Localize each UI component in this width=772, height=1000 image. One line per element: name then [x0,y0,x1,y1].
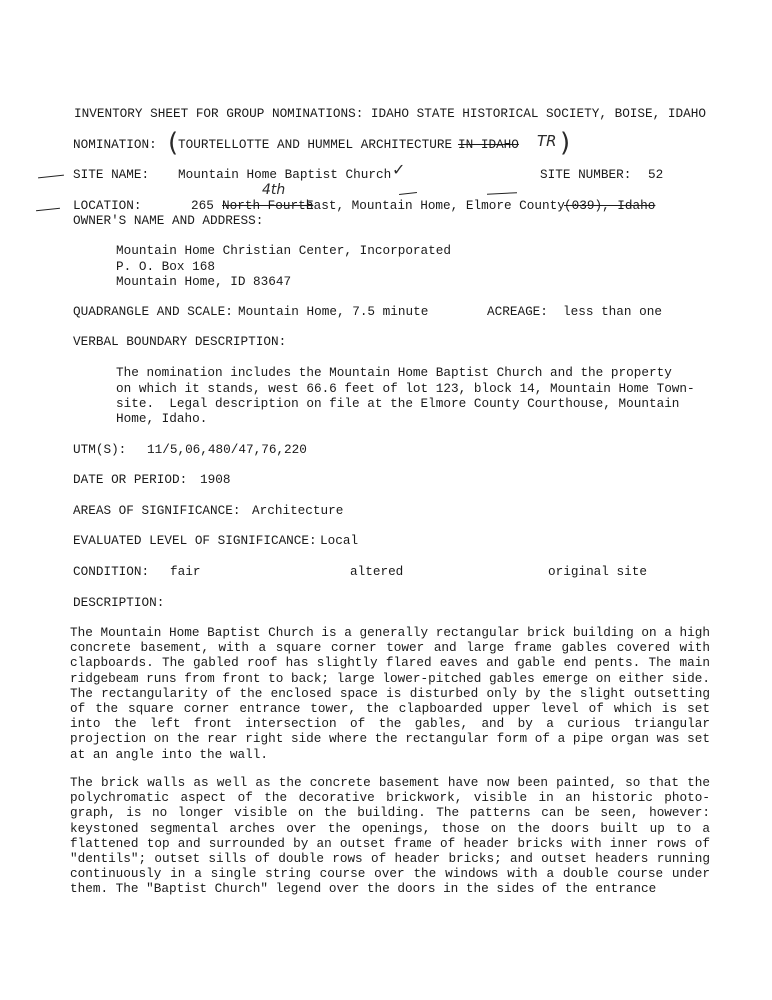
owner-line-2: P. O. Box 168 [116,259,215,274]
acreage-value: less than one [563,304,662,319]
nomination-value: TOURTELLOTTE AND HUMMEL ARCHITECTURE [178,137,453,152]
location-handwritten: 4th [262,182,286,198]
areas-label: AREAS OF SIGNIFICANCE: [73,503,241,518]
location-number: 265 [191,198,214,213]
level-value: Local [320,533,359,548]
site-name: Mountain Home Baptist Church [178,167,392,182]
boundary-line-3: site. Legal description on file at the Elmore County Courthouse, Mountain [116,396,680,411]
location-tick-1 [399,192,417,195]
date-label: DATE OR PERIOD: [73,472,188,487]
nomination-handwritten: TR [537,132,557,150]
utm-value: 11/5,06,480/47,76,220 [147,442,307,457]
owner-label: OWNER'S NAME AND ADDRESS: [73,213,264,228]
location-struck-tail: (039), Idaho [564,198,656,213]
page-title: INVENTORY SHEET FOR GROUP NOMINATIONS: IDAHO STATE HISTORICAL SOCIETY, BOISE, IDAHO [74,106,706,121]
location-street-struck: North Fourth [222,198,314,213]
boundary-line-1: The nomination includes the Mountain Home Baptist Church and the property [116,365,672,380]
condition-value-1: fair [170,564,201,579]
quad-label: QUADRANGLE AND SCALE: [73,304,233,319]
location-dash [36,208,60,212]
close-paren-mark: ) [560,128,571,158]
location-tick-2 [487,192,517,195]
condition-value-3: original site [548,564,647,579]
site-number: 52 [648,167,664,182]
owner-line-3: Mountain Home, ID 83647 [116,274,292,289]
site-name-label: SITE NAME: [73,167,150,182]
condition-label: CONDITION: [73,564,150,579]
description-paragraph-2: The brick walls as well as the concrete basement have now been painted, so that the polychromatic aspect of the decorative brickwork, visible in an historic photo-graph, is no longer visible on the building. The patterns can be seen, however: keystoned segmental arches over the openings, those on the doors built up to a flattened top and surrounded by an outset frame of header bricks with inner rows of "dentils"; outset sills of double rows of header bricks; and outset headers running continuously in a single string course over the windows with a double course under them. The "Baptist Church" legend over the doors in the sides of the entrance [70,775,710,897]
boundary-label: VERBAL BOUNDARY DESCRIPTION: [73,334,287,349]
acreage-label: ACREAGE: [487,304,548,319]
nomination-struck: IN IDAHO [458,137,519,152]
location-rest: East, Mountain Home, Elmore County [306,198,565,213]
boundary-line-2: on which it stands, west 66.6 feet of lot 123, block 14, Mountain Home Town- [116,381,695,396]
location-label: LOCATION: [73,198,142,213]
areas-value: Architecture [252,503,344,518]
open-paren-mark: ( [168,128,179,158]
owner-line-1: Mountain Home Christian Center, Incorporated [116,243,452,258]
check-mark: ✓ [392,160,406,179]
description-paragraph-1: The Mountain Home Baptist Church is a generally rectangular brick building on a high concrete basement, with a square corner tower and large frame gables covered with clapboards. The gabled roof has slightly flared eaves and gable end pents. The main ridgebeam runs from front to back; large lower-pitched gables emerge on either side. The rectangularity of the enclosed space is disturbed only by the slight outsetting of the square corner entrance tower, the clapboarded upper level of which is set into the left front intersection of the gables, and by a curious triangular projection on the rear right side where the rectangular form of a pipe organ was set at an angle into the wall. [70,625,710,762]
checkmark-dash [38,175,64,179]
boundary-line-4: Home, Idaho. [116,411,208,426]
nomination-label: NOMINATION: [73,137,157,152]
quad-value: Mountain Home, 7.5 minute [238,304,429,319]
condition-value-2: altered [350,564,404,579]
description-label: DESCRIPTION: [73,595,165,610]
site-number-label: SITE NUMBER: [540,167,632,182]
level-label: EVALUATED LEVEL OF SIGNIFICANCE: [73,533,317,548]
utm-label: UTM(S): [73,442,127,457]
date-value: 1908 [200,472,231,487]
